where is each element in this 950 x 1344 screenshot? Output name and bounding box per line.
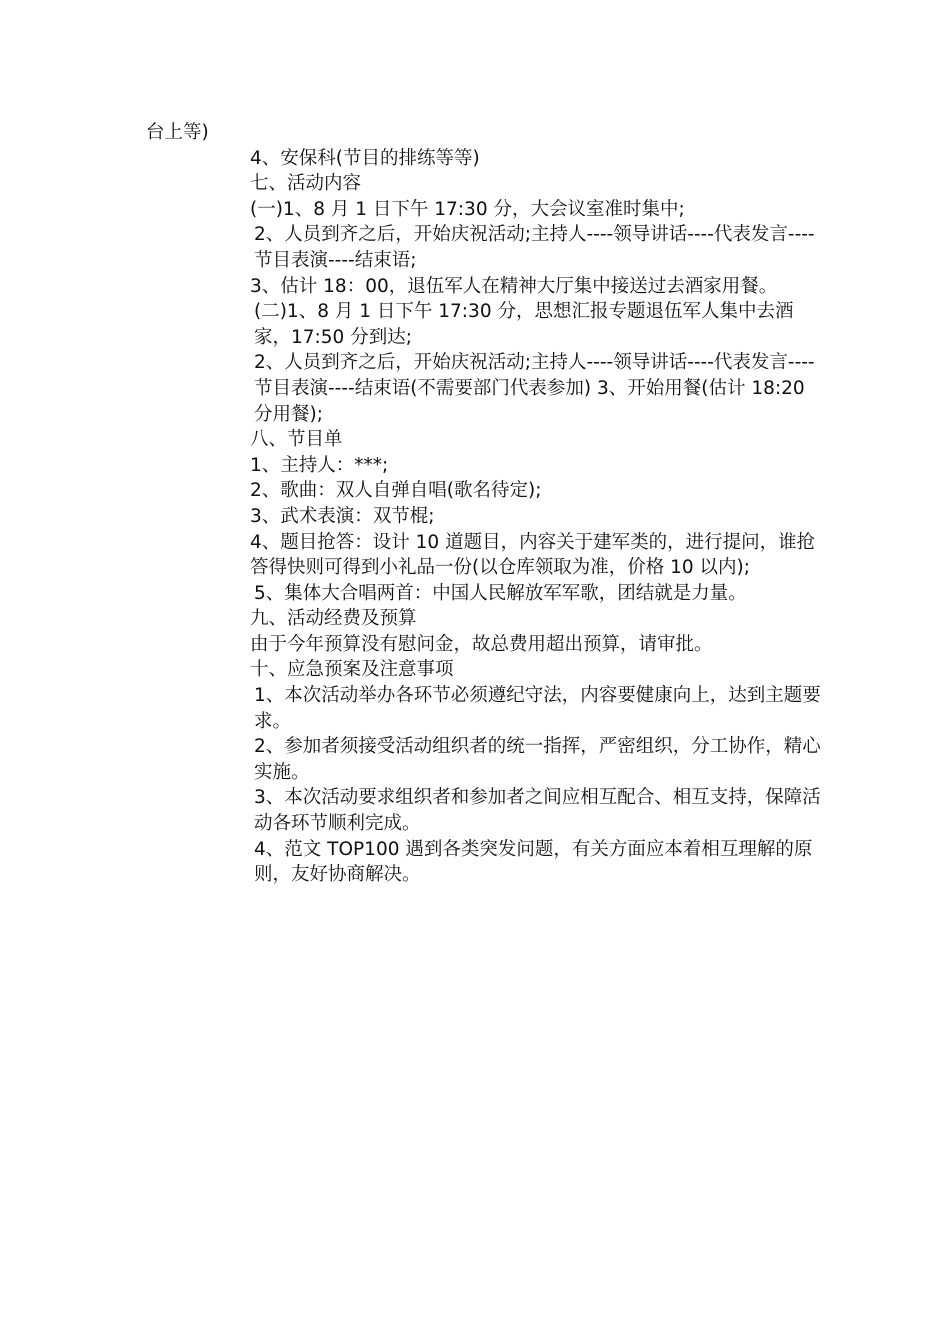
paragraph-budget: 由于今年预算没有慰问金，故总费用超出预算，请审批。 — [250, 633, 713, 655]
program-item-host: 1、主持人：***; — [250, 454, 389, 476]
paragraph-part-two-gathering: (二)1、8 月 1 日下午 17:30 分，思想汇报专题退伍军人集中去酒家，17:50 分到达; — [254, 301, 794, 348]
paragraph-security-dept: 4、安保科(节目的排练等等) — [250, 147, 480, 169]
paragraph-part-one-gathering: (一)1、8 月 1 日下午 17:30 分，大会议室准时集中; — [250, 198, 685, 220]
section-heading-program-list: 八、节目单 — [250, 429, 343, 451]
section-heading-activity-content: 七、活动内容 — [250, 173, 362, 195]
program-item-chorus: 5、集体大合唱两首：中国人民解放军军歌，团结就是力量。 — [254, 582, 747, 604]
emergency-item-4: 4、范文 TOP100 遇到各类突发问题，有关方面应本着相互理解的原则，友好协商解决。 — [254, 838, 813, 886]
paragraph-part-two-program: 2、人员到齐之后，开始庆祝活动;主持人----领导讲话----代表发言----节目表演----结束语(不需要部门代表参加) 3、开始用餐(估计 18:20 分用餐); — [254, 352, 815, 425]
section-heading-emergency: 十、应急预案及注意事项 — [250, 659, 454, 681]
document-body — [146, 120, 826, 888]
paragraph-part-one-program: 2、人员到齐之后，开始庆祝活动;主持人----领导讲话----代表发言----节目表演----结束语; — [254, 224, 815, 271]
program-item-song: 2、歌曲：双人自弹自唱(歌名待定); — [250, 480, 542, 502]
emergency-item-1: 1、本次活动举办各环节必须遵纪守法，内容要健康向上，达到主题要求。 — [254, 685, 821, 732]
paragraph-part-one-dinner: 3、估计 18：00，退伍军人在精神大厅集中接送过去酒家用餐。 — [250, 275, 778, 297]
section-heading-budget: 九、活动经费及预算 — [250, 608, 417, 630]
emergency-item-2: 2、参加者须接受活动组织者的统一指挥，严密组织，分工协作，精心实施。 — [254, 736, 821, 783]
program-item-quiz: 4、题目抢答：设计 10 道题目，内容关于建军类的，进行提问，谁抢答得快则可得到小礼品一份(以仓库领取为准，价格 10 以内); — [250, 531, 816, 579]
paragraph-continuation: 台上等) — [146, 122, 209, 143]
program-item-martial-arts: 3、武术表演：双节棍; — [250, 505, 435, 527]
emergency-item-3: 3、本次活动要求组织者和参加者之间应相互配合、相互支持，保障活动各环节顺利完成。 — [254, 787, 821, 835]
